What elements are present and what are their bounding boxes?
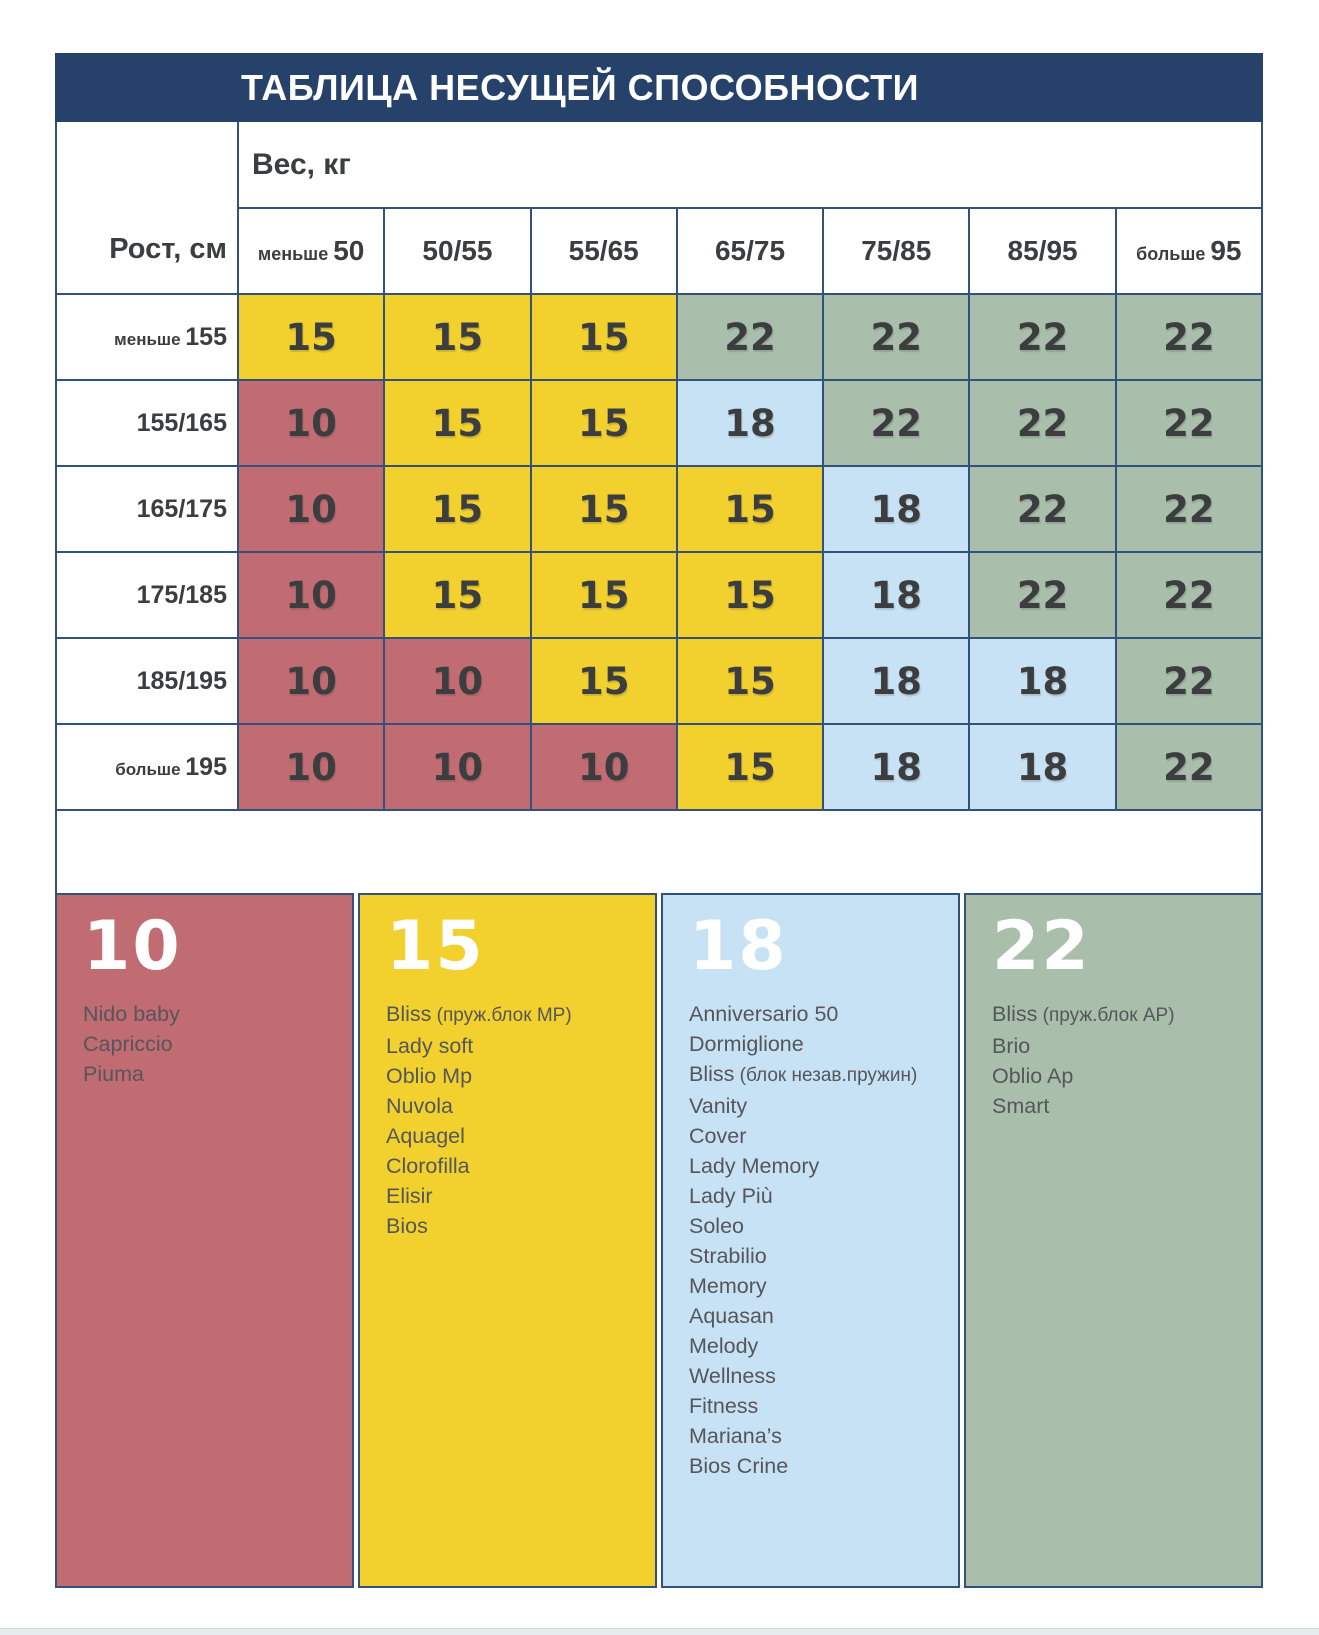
legend-item: Bliss (блок незав.пружин) [689,1062,918,1086]
legend-item: Mariana’s [689,1424,782,1448]
legend-value: 18 [689,907,788,986]
capacity-cell: 10 [239,381,385,467]
label-text: 155/165 [136,408,227,437]
legend-item: Bliss (пруж.блок MP) [386,1002,572,1026]
capacity-cell: 18 [678,381,824,467]
capacity-cell: 15 [532,467,678,553]
capacity-table [55,53,1263,811]
legend-list [689,999,948,1481]
legend-item: Soleo [689,1214,744,1238]
capacity-cell: 15 [385,295,531,381]
legend-item: Smart [992,1094,1050,1118]
legend-item: Wellness [689,1364,776,1388]
capacity-cell: 22 [1117,467,1263,553]
capacity-cell: 10 [239,467,385,553]
capacity-cell: 22 [1117,295,1263,381]
label-text: меньше 50 [257,235,365,266]
column-header [970,209,1116,295]
column-header [824,209,970,295]
column-header [385,209,531,295]
row-label [57,467,239,553]
row-label [57,639,239,725]
label-text: 165/175 [136,494,227,523]
capacity-cell: 18 [824,639,970,725]
legend-item: Melody [689,1334,759,1358]
legend-column [661,893,960,1588]
capacity-cell: 15 [532,553,678,639]
capacity-cell: 22 [970,295,1116,381]
legend-item: Oblio Mp [386,1064,473,1088]
legend-item: Aquasan [689,1304,774,1328]
column-header [532,209,678,295]
label-text: больше 95 [1136,235,1242,266]
column-header [1117,209,1263,295]
legend-item: Cover [689,1124,747,1148]
capacity-cell: 15 [385,381,531,467]
capacity-cell: 10 [385,639,531,725]
label-text: 175/185 [136,580,227,609]
label-text: 55/65 [568,235,639,266]
capacity-cell: 22 [1117,725,1263,811]
capacity-cell: 18 [970,639,1116,725]
capacity-cell: 15 [532,295,678,381]
legend-item: Lady soft [386,1034,474,1058]
legend-item-note: (блок незав.пружин) [734,1065,918,1086]
legend-value: 10 [83,907,182,986]
capacity-cell: 10 [239,725,385,811]
capacity-cell: 15 [532,639,678,725]
capacity-cell: 22 [1117,639,1263,725]
spacer-row [55,811,1263,893]
capacity-cell: 22 [970,381,1116,467]
legend-item-note: (пруж.блок MP) [431,1005,572,1026]
legend [55,893,1263,1588]
legend-item: Nido baby [83,1002,180,1026]
legend-item: Lady Più [689,1184,773,1208]
capacity-cell: 22 [1117,553,1263,639]
row-label [57,553,239,639]
capacity-cell: 15 [678,467,824,553]
capacity-cell: 15 [678,639,824,725]
legend-item: Vanity [689,1094,748,1118]
capacity-cell: 15 [239,295,385,381]
legend-list [386,999,645,1241]
capacity-cell: 22 [824,295,970,381]
capacity-cell: 10 [239,553,385,639]
height-header-cell [57,122,239,295]
legend-column [358,893,657,1588]
legend-list [83,999,342,1089]
legend-item: Brio [992,1034,1031,1058]
row-label [57,725,239,811]
label-text: меньше 155 [114,322,227,351]
column-header [678,209,824,295]
capacity-cell: 22 [678,295,824,381]
capacity-cell: 18 [824,467,970,553]
capacity-cell: 15 [385,553,531,639]
table-title-bar [55,53,1263,122]
label-text: 50/55 [422,235,493,266]
capacity-cell: 22 [970,467,1116,553]
legend-item: Oblio Ap [992,1064,1074,1088]
legend-item: Strabilio [689,1244,767,1268]
label-text: 75/85 [861,235,932,266]
capacity-grid [55,122,1263,811]
capacity-cell: 18 [824,553,970,639]
capacity-cell: 15 [678,553,824,639]
capacity-cell: 15 [385,467,531,553]
legend-item: Clorofilla [386,1154,470,1178]
capacity-cell: 22 [1117,381,1263,467]
row-label [57,381,239,467]
legend-item: Capriccio [83,1032,173,1056]
legend-item-note: (пруж.блок AP) [1037,1005,1175,1026]
legend-item: Nuvola [386,1094,453,1118]
weight-header-cell [239,122,1263,209]
legend-item: Bios [386,1214,428,1238]
bottom-strip [0,1628,1319,1635]
legend-item: Anniversario 50 [689,1002,839,1026]
legend-item: Aquagel [386,1124,465,1148]
legend-item: Dormiglione [689,1032,804,1056]
legend-value: 15 [386,907,485,986]
capacity-cell: 15 [678,725,824,811]
table-title: ТАБЛИЦА НЕСУЩЕЙ СПОСОБНОСТИ [241,66,919,108]
legend-item: Lady Memory [689,1154,820,1178]
legend-item: Bliss (пруж.блок AP) [992,1002,1175,1026]
capacity-cell: 22 [824,381,970,467]
legend-item: Elisir [386,1184,433,1208]
label-text: 85/95 [1007,235,1078,266]
legend-item: Piuma [83,1062,144,1086]
row-label [57,295,239,381]
legend-column [55,893,354,1588]
column-header [239,209,385,295]
label-text: больше 195 [115,752,227,781]
capacity-cell: 22 [970,553,1116,639]
legend-item: Memory [689,1274,767,1298]
legend-item: Bios Crine [689,1454,789,1478]
capacity-cell: 15 [532,381,678,467]
legend-list [992,999,1251,1121]
capacity-cell: 10 [239,639,385,725]
capacity-cell: 10 [532,725,678,811]
capacity-cell: 18 [824,725,970,811]
weight-header-label: Вес, кг [252,147,351,181]
height-header-label: Рост, см [109,233,227,265]
label-text: 185/195 [136,666,227,695]
capacity-cell: 10 [385,725,531,811]
label-text: 65/75 [714,235,786,266]
legend-item: Fitness [689,1394,759,1418]
legend-column [964,893,1263,1588]
legend-value: 22 [992,907,1091,986]
capacity-cell: 18 [970,725,1116,811]
